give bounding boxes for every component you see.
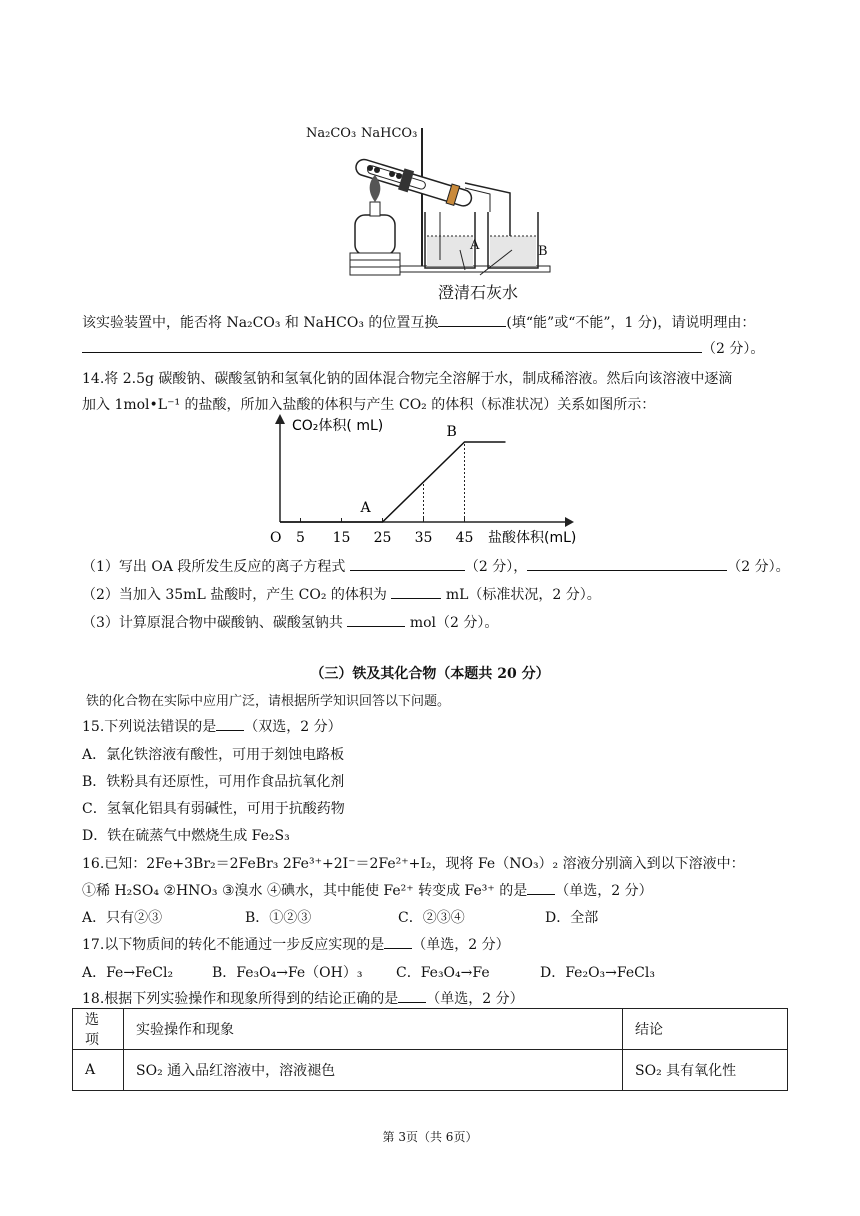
q13-line2-score: （2 分）。	[702, 341, 765, 357]
q14-sub3-blank[interactable]	[347, 612, 405, 627]
q17-answer-blank[interactable]	[384, 934, 412, 949]
q16-answer-blank[interactable]	[527, 880, 555, 895]
x-tick-label-2: 25	[373, 530, 392, 546]
point-label-b: B	[446, 424, 457, 440]
table-header-option: 选项	[73, 1009, 124, 1050]
q13-answer-blank[interactable]	[438, 312, 506, 327]
q14-sub1	[82, 556, 790, 576]
q14-sub1-post: （2 分）。	[727, 559, 790, 575]
q13-line1	[82, 312, 755, 332]
x-axis-arrow	[565, 517, 574, 527]
q15-option-d: D．铁在硫蒸气中燃烧生成 Fe₂S₃	[82, 828, 290, 844]
q17-option-a: A．Fe→FeCl₂	[82, 965, 174, 981]
x-tick-label-1: 15	[332, 530, 351, 546]
table-row	[73, 1050, 788, 1091]
q16-stem2-pre: ①稀 H₂SO₄ ②HNO₃ ③溴水 ④碘水，其中能使 Fe²⁺ 转变成 Fe³⁺ 的是	[82, 883, 528, 899]
section3-heading: （三）铁及其化合物（本题共 20 分）	[310, 666, 550, 682]
table-cell-operation: SO₂ 通入品红溶液中，溶液褪色	[124, 1050, 623, 1091]
q18-table	[72, 1008, 788, 1091]
q16-stem2	[82, 880, 653, 900]
table-cell-option: A	[73, 1050, 124, 1091]
table-header-operation: 实验操作和现象	[124, 1009, 623, 1050]
q18-answer-blank[interactable]	[398, 988, 426, 1003]
q15-answer-blank[interactable]	[216, 716, 244, 731]
q14-sub1-blank2[interactable]	[527, 556, 727, 571]
q16-option-a: A．只有②③	[82, 910, 163, 926]
q14-sub1-blank1[interactable]	[350, 556, 465, 571]
table-header-row	[73, 1009, 788, 1050]
q17-option-d: D．Fe₂O₃→FeCl₃	[540, 965, 655, 981]
q14-sub2-pre: （2）当加入 35mL 盐酸时，产生 CO₂ 的体积为	[82, 587, 387, 603]
q15-stem-post: （双选，2 分）	[244, 719, 342, 735]
q16-stem2-post: （单选，2 分）	[555, 883, 653, 899]
label-limewater: 澄清石灰水	[438, 283, 519, 302]
table-header-conclusion: 结论	[623, 1009, 788, 1050]
q18-stem	[82, 988, 524, 1008]
q15-option-b: B．铁粉具有还原性，可用作食品抗氧化剂	[82, 774, 345, 790]
q14-text2: 加入 1mol•L⁻¹ 的盐酸，所加入盐酸的体积与产生 CO₂ 的体积（标准状况）关系如图所示：	[82, 397, 656, 413]
q16-option-b: B．①②③	[245, 910, 312, 926]
q14-sub1-pre: （1）写出 OA 段所发生反应的离子方程式	[82, 559, 346, 575]
q16-stem1: 16.已知：2Fe+3Br₂＝2FeBr₃ 2Fe³⁺+2I⁻＝2Fe²⁺+I₂，现将 Fe（NO₃）₂ 溶液分别滴入到以下溶液中：	[82, 856, 745, 872]
q14-sub2-post: mL（标准状况，2 分）。	[445, 587, 601, 603]
table-cell-conclusion: SO₂ 具有氧化性	[623, 1050, 788, 1091]
co2-volume-chart	[260, 412, 600, 552]
q15-stem-pre: 15.下列说法错误的是	[82, 719, 217, 735]
y-axis-arrow	[275, 414, 285, 424]
section3-intro: 铁的化合物在实际中应用广泛，请根据所学知识回答以下问题。	[86, 694, 451, 709]
y-axis-label: CO₂体积( mL)	[292, 418, 384, 434]
apparatus-figure	[300, 120, 560, 305]
q17-stem-pre: 17.以下物质间的转化不能通过一步反应实现的是	[82, 937, 385, 953]
point-label-a: A	[360, 500, 371, 516]
label-nahco3: NaHCO₃	[361, 126, 418, 141]
q17-stem	[82, 934, 510, 954]
q13-line1-post: (填“能”或“不能”，1 分)，请说明理由：	[506, 315, 756, 331]
q14-sub3-post: mol（2 分）。	[409, 615, 499, 631]
q14-sub2-blank[interactable]	[391, 584, 441, 599]
q13-reason-blank[interactable]	[82, 338, 702, 353]
q13-line1-pre: 该实验装置中，能否将 Na₂CO₃ 和 NaHCO₃ 的位置互换	[82, 315, 439, 331]
q14-sub3	[82, 612, 498, 632]
q16-option-d: D．全部	[545, 910, 599, 926]
q17-option-c: C．Fe₃O₄→Fe	[396, 965, 490, 981]
q14-sub3-pre: （3）计算原混合物中碳酸钠、碳酸氢钠共	[82, 615, 343, 631]
q14-text1: 14.将 2.5g 碳酸钠、碳酸氢钠和氢氧化钠的固体混合物完全溶解于水，制成稀溶液。然后向该溶液中逐滴	[82, 371, 733, 387]
q17-stem-post: （单选，2 分）	[412, 937, 510, 953]
label-beaker-a: A	[470, 238, 480, 253]
q15-option-c: C．氢氧化铝具有弱碱性，可用于抗酸药物	[82, 801, 345, 817]
q14-sub2	[82, 584, 601, 604]
series-line	[280, 442, 506, 522]
page-footer: 第 3页（共 6页）	[382, 1130, 478, 1144]
q14-sub1-mid: （2 分），	[464, 559, 528, 575]
q17-option-b: B．Fe₃O₄→Fe（OH）₃	[212, 965, 363, 981]
q18-stem-pre: 18.根据下列实验操作和现象所得到的结论正确的是	[82, 991, 399, 1007]
q13-line2	[82, 338, 764, 358]
x-tick-label-4: 45	[455, 530, 474, 546]
q15-option-a: A．氯化铁溶液有酸性，可用于刻蚀电路板	[82, 747, 345, 763]
q18-stem-post: （单选，2 分）	[426, 991, 524, 1007]
q16-option-c: C．②③④	[398, 910, 465, 926]
label-beaker-b: B	[538, 244, 548, 259]
q15-stem	[82, 716, 342, 736]
label-na2co3: Na₂CO₃	[306, 126, 357, 141]
x-tick-label-0: 5	[296, 530, 305, 546]
origin-label: O	[270, 530, 282, 546]
x-axis-label: 盐酸体积(mL)	[488, 530, 577, 546]
x-tick-label-3: 35	[414, 530, 433, 546]
